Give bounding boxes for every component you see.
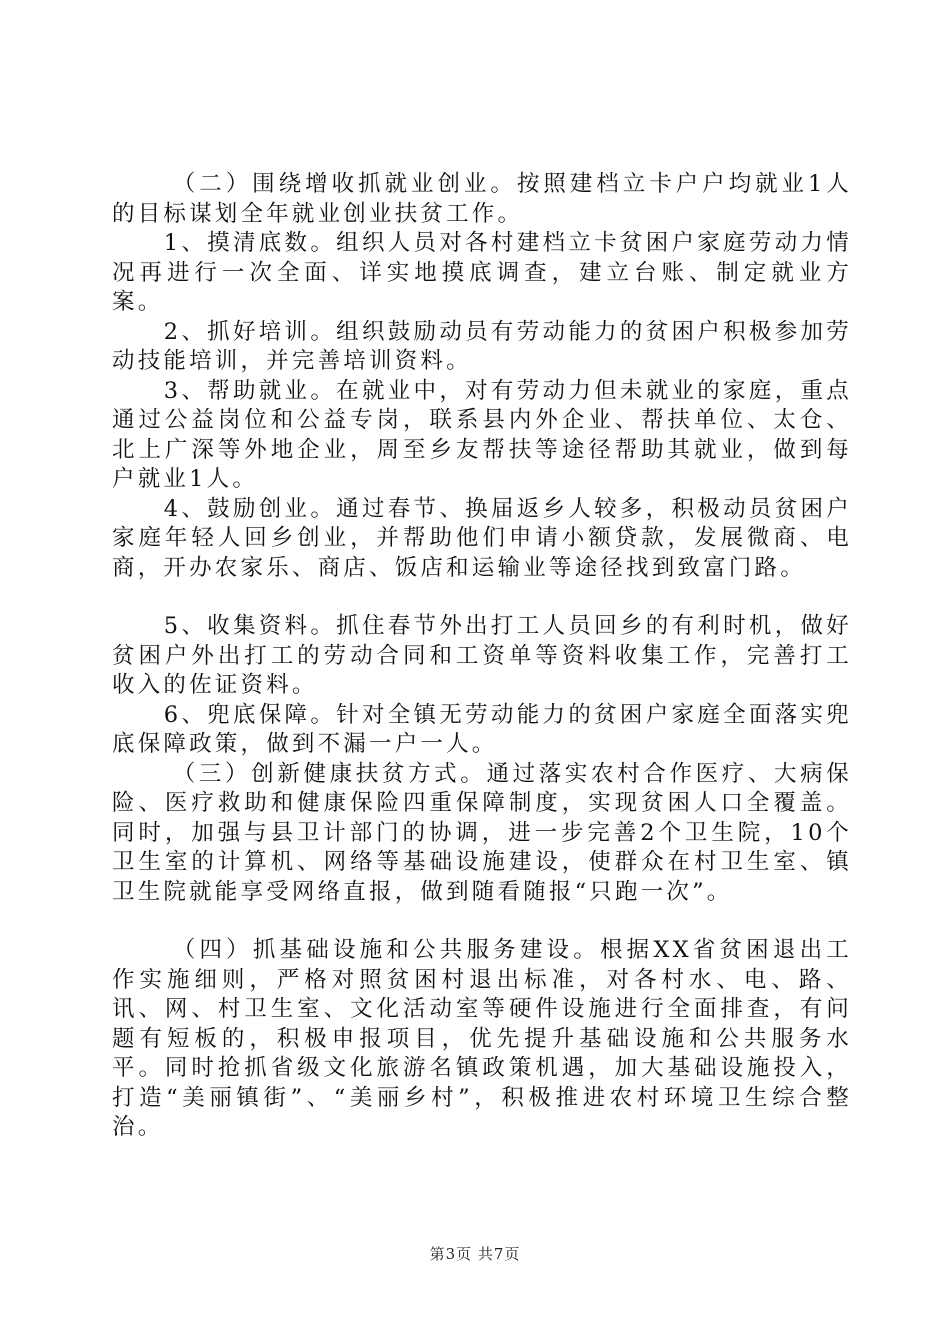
- section-heading-two: （二）围绕增收抓就业创业。按照建档立卡户户均就业1人的目标谋划全年就业创业扶贫工作。: [112, 171, 852, 227]
- section-heading-four: （四）抓基础设施和公共服务建设。根据XX省贫困退出工作实施细则，严格对照贫困村退出标准，对各村水、电、路、讯、网、村卫生室、文化活动室等硬件设施进行全面排查，有问题有短板的，积极申报项目，优先提升基础设施和公共服务水平。同时抢抓省级文化旅游名镇政策机遇，加大基础设施投入，打造“美丽镇街”、“美丽乡村”，积极推进农村环境卫生综合整治。: [112, 937, 852, 1140]
- item-5-paragraph: 5、收集资料。抓住春节外出打工人员回乡的有利时机，做好贫困户外出打工的劳动合同和工资单等资料收集工作，完善打工收入的佐证资料。: [112, 613, 852, 698]
- item-4-paragraph: 4、鼓励创业。通过春节、换届返乡人较多，积极动员贫困户家庭年轻人回乡创业，并帮助他们申请小额贷款，发展微商、电商，开办农家乐、商店、饭店和运输业等途径找到致富门路。: [112, 495, 852, 581]
- item-3-paragraph: 3、帮助就业。在就业中，对有劳动力但未就业的家庭，重点通过公益岗位和公益专岗，联系县内外企业、帮扶单位、太仓、北上广深等外地企业，周至乡友帮扶等途径帮助其就业，做到每户就业1人。: [112, 377, 852, 492]
- document-body: [112, 170, 852, 1143]
- page-footer: 第3页 共7页: [429, 1245, 521, 1263]
- section-heading-three: （三）创新健康扶贫方式。通过落实农村合作医疗、大病保险、医疗救助和健康保险四重保障制度，实现贫困人口全覆盖。同时，加强与县卫计部门的协调，进一步完善2个卫生院，10个卫生室的计算机、网络等基础设施建设，使群众在村卫生室、镇卫生院就能享受网络直报，做到随看随报“只跑一次”。: [112, 760, 852, 905]
- item-6-paragraph: 6、兜底保障。针对全镇无劳动能力的贫困户家庭全面落实兜底保障政策，做到不漏一户一人。: [112, 701, 852, 757]
- item-2-paragraph: 2、抓好培训。组织鼓励动员有劳动能力的贫困户积极参加劳动技能培训，并完善培训资料。: [112, 318, 852, 374]
- item-1-paragraph: 1、摸清底数。组织人员对各村建档立卡贫困户家庭劳动力情况再进行一次全面、详实地摸底调查，建立台账、制定就业方案。: [112, 230, 852, 315]
